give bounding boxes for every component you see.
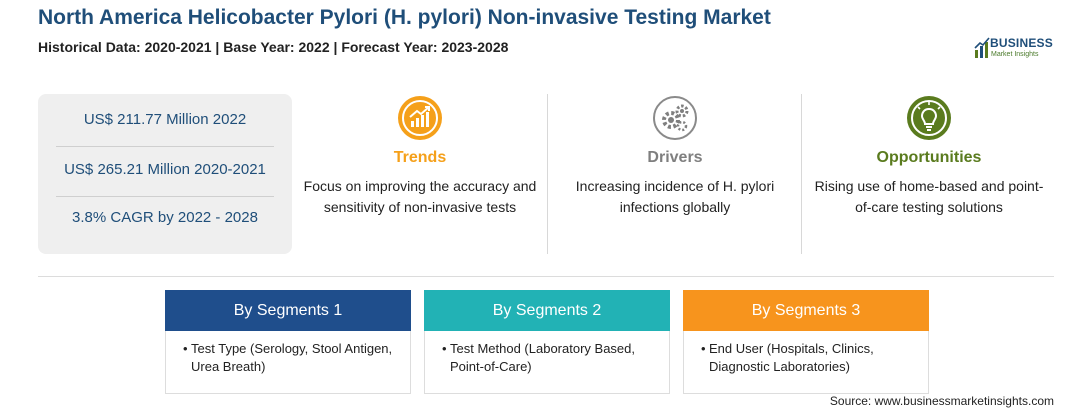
- gears-icon: [653, 96, 697, 140]
- key-stats-panel: [38, 94, 292, 254]
- column-divider: [801, 94, 802, 254]
- page-title: North America Helicobacter Pylori (H. pylori) Non-invasive Testing Market: [38, 6, 771, 29]
- segment-1-text: Test Type (Serology, Stool Antigen, Urea Breath): [191, 341, 393, 374]
- segment-card-1: [165, 290, 411, 394]
- lightbulb-icon: [907, 96, 951, 140]
- page-subtitle: Historical Data: 2020-2021 | Base Year: 2022 | Forecast Year: 2023-2028: [38, 39, 509, 55]
- trends-heading: Trends: [393, 149, 447, 166]
- opportunities-text: Rising use of home-based and point-of-care testing solutions: [814, 178, 1044, 215]
- column-divider: [547, 94, 548, 254]
- stat-divider: [56, 146, 274, 147]
- stat-divider: [56, 196, 274, 197]
- drivers-column: [555, 94, 795, 254]
- segment-3-title: By Segments 3: [683, 290, 929, 331]
- stat-cagr: 3.8% CAGR by 2022 - 2028: [72, 209, 258, 226]
- segment-2-item: [442, 340, 668, 376]
- trends-text: Focus on improving the accuracy and sensitivity of non-invasive tests: [303, 178, 537, 215]
- bullet-icon: •: [183, 341, 188, 356]
- stat-market-value-historical: US$ 265.21 Million 2020-2021: [64, 161, 266, 178]
- segment-2-title: By Segments 2: [424, 290, 670, 331]
- segment-card-3: [683, 290, 929, 394]
- segment-3-text: End User (Hospitals, Clinics, Diagnostic Laboratories): [709, 341, 874, 374]
- segment-card-2: [424, 290, 670, 394]
- logo-text-sub: Market Insights: [991, 51, 1039, 58]
- company-logo: [974, 34, 1064, 64]
- logo-icon: [974, 36, 990, 60]
- bullet-icon: •: [442, 341, 447, 356]
- segment-1-title: By Segments 1: [165, 290, 411, 331]
- trends-column: [300, 94, 540, 254]
- logo-text-main: BUSINESS: [990, 36, 1053, 50]
- opportunities-heading: Opportunities: [876, 149, 982, 166]
- source-credit: Source: www.businessmarketinsights.com: [829, 394, 1054, 408]
- drivers-heading: Drivers: [647, 149, 703, 166]
- segment-2-text: Test Method (Laboratory Based, Point-of-Care): [450, 341, 635, 374]
- opportunities-column: [808, 94, 1050, 254]
- segment-3-item: [701, 340, 927, 376]
- section-divider: [38, 276, 1054, 277]
- bullet-icon: •: [701, 341, 706, 356]
- segment-1-item: [183, 340, 409, 376]
- stat-market-value-2022: US$ 211.77 Million 2022: [83, 111, 247, 128]
- drivers-text: Increasing incidence of H. pylori infections globally: [575, 178, 775, 215]
- trend-chart-icon: [398, 96, 442, 140]
